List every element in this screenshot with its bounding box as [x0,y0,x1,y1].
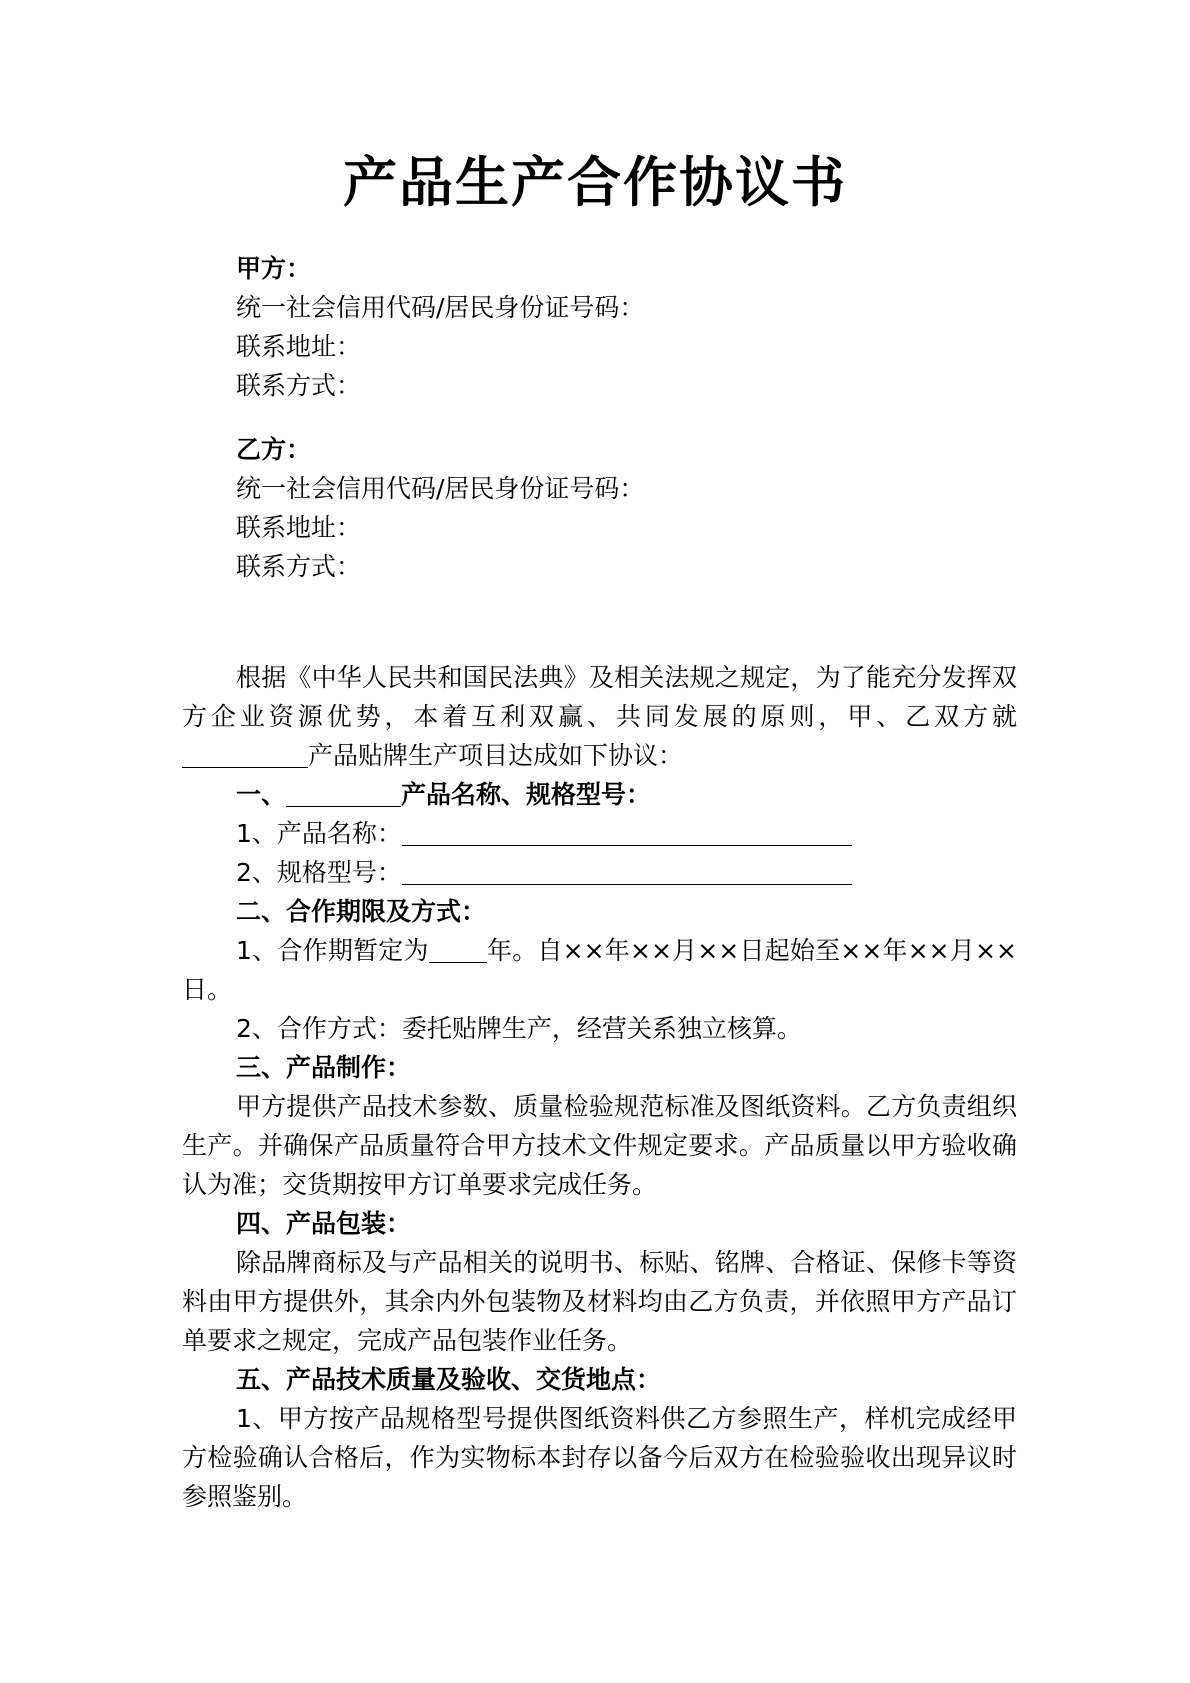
section-1-heading [182,775,1017,814]
section-1-prefix: 一、 [236,780,287,809]
party-a-block [236,249,1016,405]
section-1-item-1 [182,814,1017,853]
section-1-blank [286,778,401,807]
party-a-contact: 联系方式： [236,371,362,400]
party-a-address: 联系地址： [236,332,362,361]
document-title: 产品生产合作协议书 [343,151,847,214]
cooperation-period-text-b: 年。自××年××月××日起始至××年××月××日。 [182,936,1017,1004]
party-b-address: 联系地址： [236,513,362,542]
model-spec-blank [402,856,852,885]
product-name-label: 1、产品名称： [236,819,402,848]
section-2-heading: 二、合作期限及方式： [236,897,487,926]
product-name-blank [402,817,852,846]
section-4-heading: 四、产品包装： [236,1209,412,1238]
section-1-title: 产品名称、规格型号： [401,780,652,809]
party-b-credit-code: 统一社会信用代码/居民身份证号码： [236,474,645,503]
section-1-item-2 [182,853,1017,892]
section-3-heading: 三、产品制作： [236,1053,412,1082]
intro-paragraph [182,658,1017,775]
party-b-block [236,430,1016,586]
party-a-credit-code: 统一社会信用代码/居民身份证号码： [236,293,645,322]
party-b-label: 乙方： [236,435,312,464]
party-a-label: 甲方： [236,254,312,283]
section-5-item-1: 1、甲方按产品规格型号提供图纸资料供乙方参照生产，样机完成经甲方检验确认合格后，作为实物标本封存以备今后双方在检验验收出现异议时参照鉴别。 [182,1404,1017,1511]
section-3-text: 甲方提供产品技术参数、质量检验规范标准及图纸资料。乙方负责组织生产。并确保产品质量符合甲方技术文件规定要求。产品质量以甲方验收确认为准；交货期按甲方订单要求完成任务。 [182,1092,1017,1199]
cooperation-years-blank [429,934,487,963]
section-4-text: 除品牌商标及与产品相关的说明书、标贴、铭牌、合格证、保修卡等资料由甲方提供外，其余内外包装物及材料均由乙方负责，并依照甲方产品订单要求之规定，完成产品包装作业任务。 [182,1248,1017,1355]
cooperation-period-text-a: 1、合作期暂定为 [236,936,429,965]
section-2-item-2: 2、合作方式：委托贴牌生产，经营关系独立核算。 [236,1014,802,1043]
section-2-item-1 [182,931,1017,1009]
agreement-body [182,658,1017,1516]
section-5-heading: 五、产品技术质量及验收、交货地点： [236,1365,662,1394]
party-b-contact: 联系方式： [236,552,362,581]
intro-text-1: 根据《中华人民共和国民法典》及相关法规之规定，为了能充分发挥双方企业资源优势，本着互利双赢、共同发展的原则，甲、乙双方就 [182,663,1017,731]
model-spec-label: 2、规格型号： [236,858,402,887]
intro-text-2: 产品贴牌生产项目达成如下协议： [308,741,684,770]
project-name-blank [182,739,308,768]
